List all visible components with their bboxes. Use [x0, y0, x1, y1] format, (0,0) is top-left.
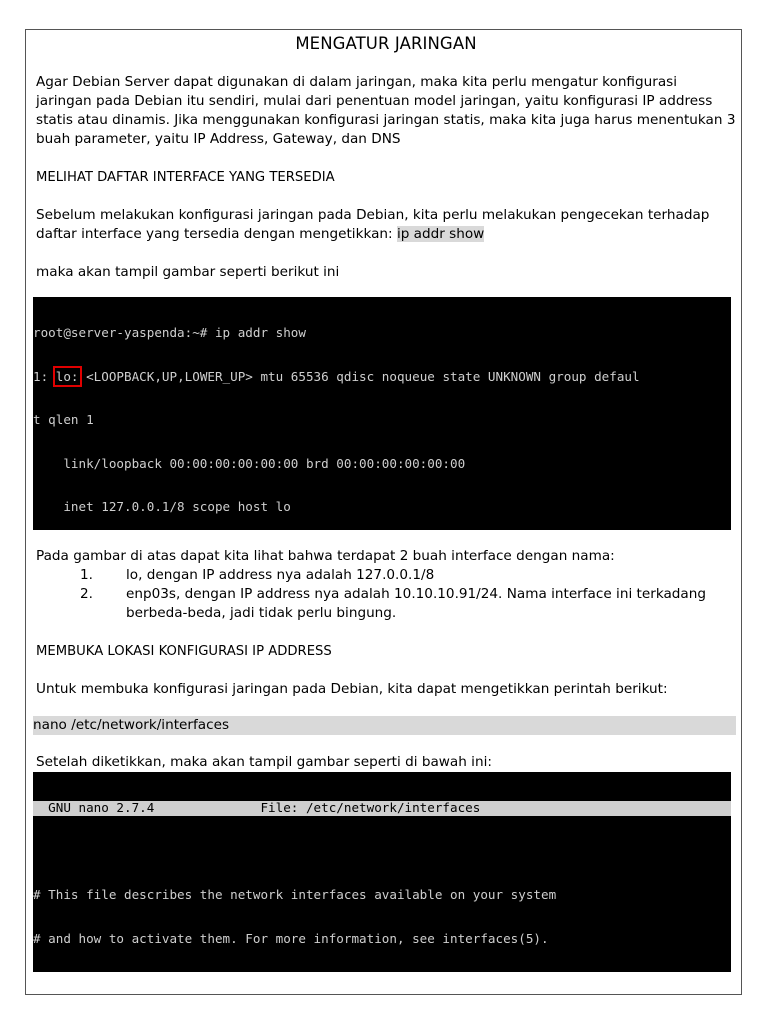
check-interfaces-text: Sebelum melakukan konfigurasi jaringan pada Debian, kita perlu melakukan pengecekan terhadap daftar interface yang tersedia dengan mengetikkan:	[36, 207, 710, 242]
check-interfaces-paragraph	[36, 206, 736, 244]
terminal-line: 1: lo: <LOOPBACK,UP,LOWER_UP> mtu 65536 qdisc noqueue state UNKNOWN group defaul	[33, 368, 640, 384]
list-text: lo, dengan IP address nya adalah 127.0.0.1/8	[126, 567, 435, 583]
ip-addr-command: ip addr show	[396, 226, 485, 242]
section-heading-interfaces: MELIHAT DAFTAR INTERFACE YANG TERSEDIA	[36, 170, 335, 185]
terminal-line: link/loopback 00:00:00:00:00:00 brd 00:00:00:00:00:00	[33, 455, 466, 471]
open-config-paragraph: Untuk membuka konfigurasi jaringan pada Debian, kita dapat mengetikkan perintah berikut:	[36, 681, 668, 697]
page-title: MENGATUR JARINGAN	[295, 34, 477, 53]
image-caption-1: maka akan tampil gambar seperti berikut ini	[36, 264, 340, 280]
terminal-nano	[33, 772, 731, 972]
terminal-line: # and how to activate them. For more information, see interfaces(5).	[33, 930, 549, 946]
interfaces-summary: Pada gambar di atas dapat kita lihat bahwa terdapat 2 buah interface dengan nama:	[36, 548, 615, 564]
lower-content	[36, 547, 736, 699]
terminal-ip-addr	[33, 297, 731, 530]
interface-list	[36, 566, 736, 623]
intro-paragraph: Agar Debian Server dapat digunakan di dalam jaringan, maka kita perlu mengatur konfigurasi jaringan pada Debian itu sendiri, mulai dari penentuan model jaringan, yaitu konfigurasi IP address statis atau dinamis. Jika menggunakan konfigurasi jaringan statis, maka kita juga harus menentukan 3 buah parameter, yaitu IP Address, Gateway, dan DNS	[36, 74, 736, 147]
nano-title-bar: GNU nano 2.7.4 File: /etc/network/interfaces	[33, 801, 731, 816]
terminal-line	[33, 845, 731, 860]
image-caption-2: Setelah diketikkan, maka akan tampil gambar seperti di bawah ini:	[36, 754, 492, 770]
section-heading-config: MEMBUKA LOKASI KONFIGURASI IP ADDRESS	[36, 644, 332, 659]
list-text: enp03s, dengan IP address nya adalah 10.10.10.91/24. Nama interface ini terkadang berbeda-beda, jadi tidak perlu bingung.	[126, 586, 706, 621]
nano-command-bar	[33, 716, 736, 735]
terminal-line: # This file describes the network interfaces available on your system	[33, 887, 557, 902]
list-number: 2.	[80, 586, 93, 602]
terminal-line: inet 127.0.0.1/8 scope host lo	[33, 499, 291, 514]
highlight-lo: lo:	[55, 368, 79, 384]
terminal-line: root@server-yaspenda:~# ip addr show	[33, 325, 306, 340]
list-item	[36, 566, 736, 585]
document-content	[36, 33, 736, 282]
list-item	[36, 585, 736, 623]
list-number: 1.	[80, 567, 93, 583]
terminal-line: t qlen 1	[33, 412, 94, 427]
nano-command: nano /etc/network/interfaces	[33, 717, 230, 733]
